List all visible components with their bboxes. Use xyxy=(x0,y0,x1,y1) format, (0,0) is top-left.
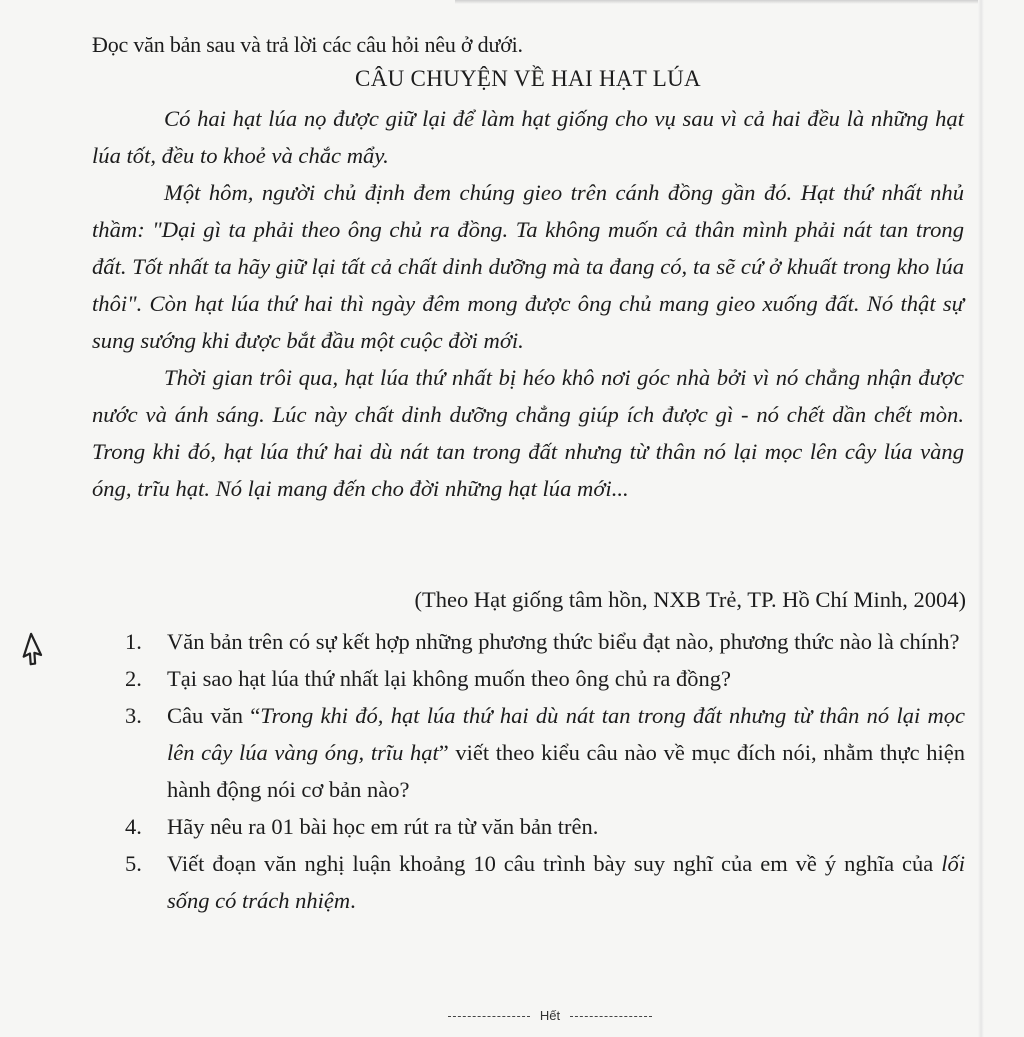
dash-divider xyxy=(448,1016,530,1017)
instruction-line: Đọc văn bản sau và trả lời các câu hỏi nêu ở dưới. xyxy=(92,32,523,57)
story-paragraph: Một hôm, người chủ định đem chúng gieo trên cánh đồng gần đó. Hạt thứ nhất nhủ thầm: "Dại gì ta phải theo ông chủ ra đồng. Ta không muốn cả thân mình phải nát tan trong đất. Tốt nhất ta hãy giữ lại tất cả chất dinh dưỡng mà ta đang có, ta sẽ cứ ở khuất trong kho lúa thôi". Còn hạt lúa thứ hai thì ngày đêm mong được ông chủ mang gieo xuống đất. Nó thật sự sung sướng khi được bắt đầu một cuộc đời mới. xyxy=(92,180,964,353)
story-paragraph: Thời gian trôi qua, hạt lúa thứ nhất bị héo khô nơi góc nhà bởi vì nó chẳng nhận được nước và ánh sáng. Lúc này chất dinh dưỡng chẳng giúp ích được gì - nó chết dần chết mòn. Trong khi đó, hạt lúa thứ hai dù nát tan trong đất nhưng từ thân nó lại mọc lên cây lúa vàng óng, trĩu hạt. Nó lại mang đến cho đời những hạt lúa mới... xyxy=(92,365,964,501)
question-item xyxy=(125,845,965,919)
story-paragraph: Có hai hạt lúa nọ được giữ lại để làm hạt giống cho vụ sau vì cả hai đều là những hạt lúa tốt, đều to khoẻ và chắc mẩy. xyxy=(92,106,964,168)
question-number: 3. xyxy=(125,703,142,728)
question-text-suffix: ” viết theo kiểu câu nào về mục đích nói, nhằm thực hiện hành động nói cơ bản nào? xyxy=(167,740,965,802)
right-edge-shadow xyxy=(978,0,984,1037)
dash-divider xyxy=(570,1016,652,1017)
question-text: Tại sao hạt lúa thứ nhất lại không muốn theo ông chủ ra đồng? xyxy=(167,666,731,691)
pointer-cursor-icon xyxy=(14,630,44,670)
story-title: CÂU CHUYỆN VỀ HAI HẠT LÚA xyxy=(355,66,701,91)
top-edge-line xyxy=(455,0,980,4)
question-text-suffix: . xyxy=(350,888,356,913)
source-citation: (Theo Hạt giống tâm hồn, NXB Trẻ, TP. Hồ Chí Minh, 2004) xyxy=(414,587,966,612)
question-list xyxy=(125,623,965,919)
question-item xyxy=(125,697,965,808)
end-marker xyxy=(0,1008,1024,1023)
italic-phrase: lối sống có trách nhiệm xyxy=(167,851,965,913)
question-item xyxy=(125,808,965,845)
question-item xyxy=(125,623,965,660)
question-number: 4. xyxy=(125,814,142,839)
question-item xyxy=(125,660,965,697)
question-text: Hãy nêu ra 01 bài học em rút ra từ văn bản trên. xyxy=(167,814,599,839)
question-number: 2. xyxy=(125,666,142,691)
question-text: Văn bản trên có sự kết hợp những phương thức biểu đạt nào, phương thức nào là chính? xyxy=(167,629,960,654)
question-number: 5. xyxy=(125,851,142,876)
story-text xyxy=(92,100,964,507)
end-label: Hết xyxy=(539,1008,561,1023)
question-text-prefix: Câu văn “ xyxy=(167,703,261,728)
quoted-sentence: Trong khi đó, hạt lúa thứ hai dù nát tan trong đất nhưng từ thân nó lại mọc lên cây lúa vàng óng, trĩu hạt xyxy=(167,703,965,765)
question-text-prefix: Viết đoạn văn nghị luận khoảng 10 câu trình bày suy nghĩ của em về ý nghĩa của xyxy=(167,851,942,876)
question-number: 1. xyxy=(125,629,142,654)
